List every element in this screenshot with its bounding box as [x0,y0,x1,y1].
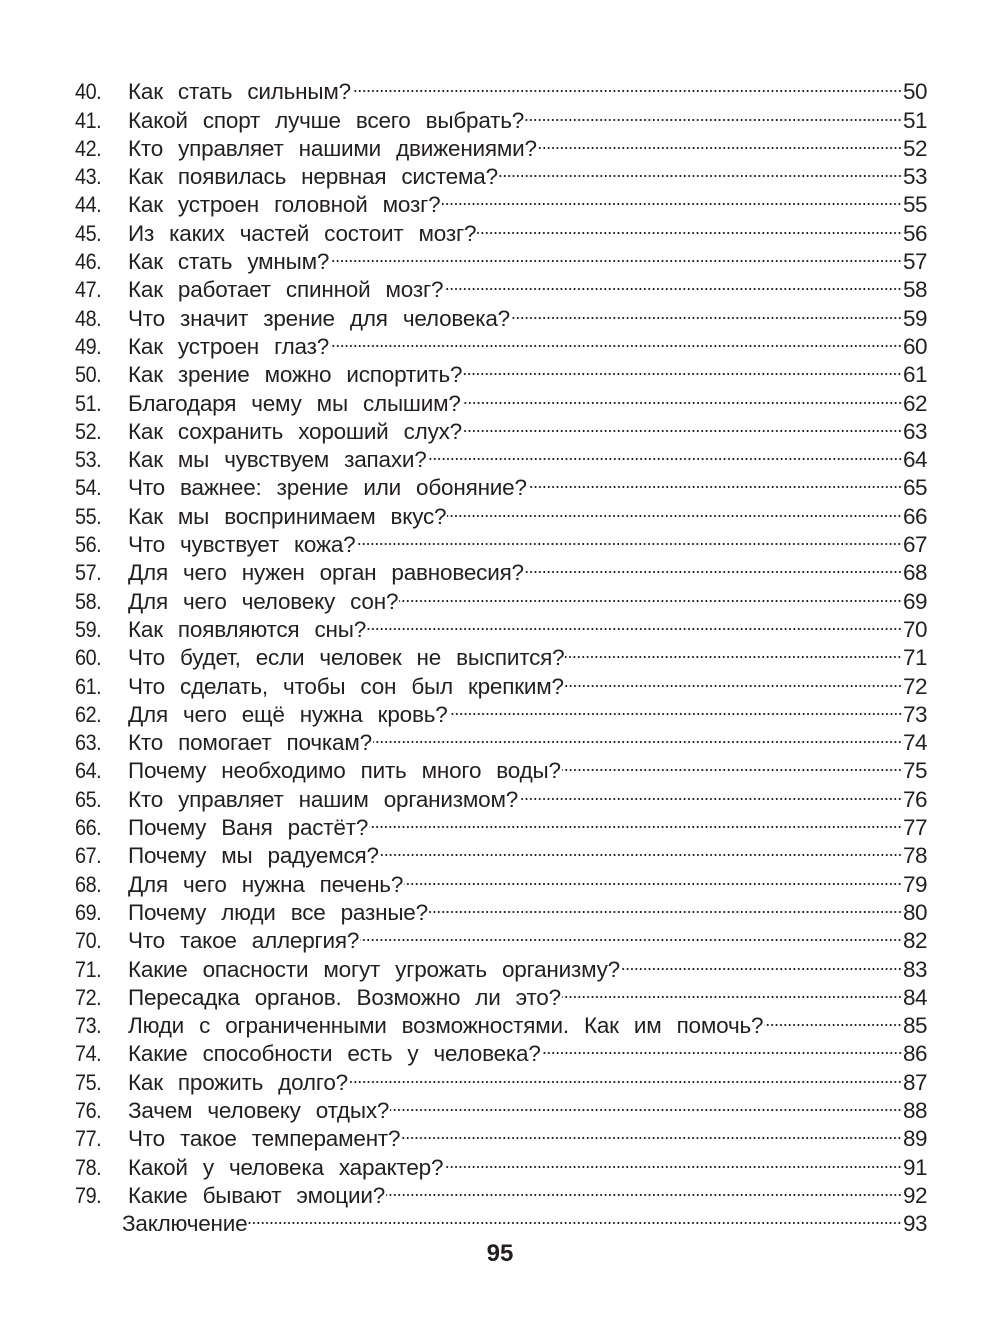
toc-entry-page: 87 [902,1069,927,1095]
page-number: 95 [486,1240,514,1267]
toc-entry-title: Как стать умным? [128,249,330,275]
toc-entry-number: 65. [75,786,102,812]
dot-leader [429,892,902,920]
toc-entry-title: Как появляются сны? [128,616,367,642]
toc-entry-title: Какие бывают эмоции? [128,1182,386,1208]
dot-leader [360,920,902,948]
dot-leader [390,1090,902,1118]
toc-entry-title: Почему Ваня растёт? [128,815,369,841]
toc-entry-page: 63 [902,418,927,444]
toc-entry-number: 63. [75,730,102,756]
dot-leader [565,665,902,693]
toc-entry-number: 43. [75,164,102,190]
toc-entry-page: 76 [902,786,927,812]
toc-entry-title: Кто помогает почкам? [128,730,372,756]
toc-entry-number: 53. [75,447,102,473]
toc-entry-number: 60. [75,645,102,671]
toc-entry-title: Как устроен головной мозг? [128,192,441,218]
toc-entry-number: 41. [75,107,102,133]
toc-entry-number: 66. [75,815,102,841]
dot-leader [525,99,902,127]
toc-entry-page: 73 [902,701,927,727]
toc-entry-number: 42. [75,135,102,161]
toc-entry-number: 56. [75,532,102,558]
table-of-contents [75,71,927,1237]
toc-entry-title: Для чего ещё нужна кровь? [128,701,448,727]
toc-entry-page: 70 [902,616,927,642]
toc-entry-page: 60 [902,333,927,359]
toc-entry-title: Для чего человеку сон? [128,588,399,614]
dot-leader [404,863,902,891]
toc-entry-number: 44. [75,192,102,218]
toc-entry-number: 51. [75,390,102,416]
toc-entry-number: 61. [75,673,102,699]
toc-entry-title: Что такое аллергия? [128,928,360,954]
toc-entry-page: 85 [902,1013,927,1039]
toc-entry-title: Из каких частей состоит мозг? [128,220,477,246]
toc-entry-page: 89 [902,1126,927,1152]
dot-leader [369,807,902,835]
toc-entry-page: 52 [902,135,927,161]
dot-leader [330,326,902,354]
dot-leader [462,382,902,410]
toc-entry-page: 92 [902,1182,927,1208]
dot-leader [621,948,902,976]
toc-entry [75,71,927,105]
dot-leader [511,297,902,325]
dot-leader [349,1061,902,1089]
toc-entry-number: 68. [75,871,102,897]
toc-entry-number: 57. [75,560,102,586]
dot-leader [367,609,902,637]
dot-leader [356,524,902,552]
dot-leader [399,580,902,608]
dot-leader [463,354,902,382]
toc-entry-title: Как мы чувствуем запахи? [128,447,427,473]
toc-entry-number: 74. [75,1041,102,1067]
toc-entry-number: 47. [75,277,102,303]
toc-entry-title: Какой у человека характер? [128,1154,444,1180]
toc-entry-title: Как устроен глаз? [128,333,330,359]
toc-entry-number: 62. [75,701,102,727]
toc-entry-title: Как стать сильным? [128,79,351,105]
toc-entry-number: 58. [75,588,102,614]
toc-entry-number: 48. [75,305,102,331]
dot-leader [386,1175,902,1203]
toc-entry-page: 74 [902,730,927,756]
dot-leader [248,1203,902,1231]
toc-entry-title: Люди с ограниченными возможностями. Как им помочь? [128,1013,764,1039]
dot-leader [562,750,902,778]
toc-entry-page: 68 [902,560,927,586]
toc-entry-page: 72 [902,673,927,699]
toc-entry-page: 71 [902,645,927,671]
toc-entry-number: 55. [75,503,102,529]
toc-entry-number: 72. [75,984,102,1010]
dot-leader [764,1005,902,1033]
dot-leader [565,637,902,665]
toc-entry-page: 53 [902,164,927,190]
toc-entry-page: 82 [902,928,927,954]
toc-entry-number: 54. [75,475,102,501]
dot-leader [477,212,902,240]
toc-entry-number: 46. [75,249,102,275]
toc-entry-page: 57 [902,249,927,275]
toc-entry-title: Почему мы радуемся? [128,843,379,869]
toc-entry-title: Что значит зрение для человека? [128,305,510,331]
dot-leader [352,71,902,99]
toc-entry-page: 62 [902,390,927,416]
toc-entry-title: Что будет, если человек не выспится? [128,645,565,671]
toc-entry-title: Кто управляет нашим организмом? [128,786,519,812]
dot-leader [444,269,902,297]
toc-entry-page: 69 [902,588,927,614]
toc-entry-title: Заключение [122,1211,248,1237]
dot-leader [538,128,902,156]
toc-entry-page: 78 [902,843,927,869]
toc-entry-title: Как работает спинной мозг? [128,277,444,303]
toc-entry-page: 88 [902,1097,927,1123]
toc-entry-page: 84 [902,984,927,1010]
dot-leader [499,156,902,184]
toc-entry-number: 76. [75,1097,102,1123]
toc-entry-number: 77. [75,1126,102,1152]
toc-entry-number: 40. [75,79,102,105]
toc-entry-title: Для чего нужна печень? [128,871,404,897]
dot-leader [519,778,902,806]
toc-entry-title: Для чего нужен орган равновесия? [128,560,524,586]
toc-entry-title: Что важнее: зрение или обоняние? [128,475,527,501]
toc-entry-number: 45. [75,220,102,246]
dot-leader [542,1033,902,1061]
toc-entry-page: 64 [902,447,927,473]
dot-leader [447,495,902,523]
dot-leader [428,439,902,467]
dot-leader [525,552,902,580]
toc-entry-number: 70. [75,928,102,954]
toc-entry-title: Зачем человеку отдых? [128,1097,390,1123]
dot-leader [401,1118,902,1146]
toc-entries [75,71,927,1208]
toc-entry-page: 80 [902,899,927,925]
toc-entry-page: 93 [902,1211,927,1237]
toc-entry-title: Что такое темперамент? [128,1126,401,1152]
toc-entry-title: Какие способности есть у человека? [128,1041,541,1067]
toc-entry-page: 77 [902,815,927,841]
dot-leader [380,835,902,863]
toc-entry-number: 75. [75,1069,102,1095]
dot-leader [330,241,902,269]
toc-entry-page: 61 [902,362,927,388]
toc-entry-title: Что сделать, чтобы сон был крепким? [128,673,564,699]
toc-entry-number: 69. [75,899,102,925]
toc-entry-number: 50. [75,362,102,388]
toc-entry-page: 56 [902,220,927,246]
toc-entry-page: 59 [902,305,927,331]
toc-entry-number: 52. [75,418,102,444]
toc-entry-page: 58 [902,277,927,303]
toc-entry-page: 91 [902,1154,927,1180]
toc-entry-number: 64. [75,758,102,784]
toc-entry-title: Пересадка органов. Возможно ли это? [128,984,561,1010]
toc-entry-title: Как сохранить хороший слух? [128,418,462,444]
dot-leader [528,467,902,495]
toc-entry-number: 79. [75,1182,102,1208]
toc-entry-title: Кто управляет нашими движениями? [128,135,537,161]
toc-entry-title: Благодаря чему мы слышим? [128,390,461,416]
toc-entry-title: Какой спорт лучше всего выбрать? [128,107,525,133]
toc-entry-number: 67. [75,843,102,869]
toc-entry-number: 71. [75,956,102,982]
toc-entry-title: Как зрение можно испортить? [128,362,463,388]
toc-entry-page: 51 [902,107,927,133]
toc-entry-page: 75 [902,758,927,784]
toc-entry-title: Какие опасности могут угрожать организму? [128,956,620,982]
toc-entry-page: 67 [902,532,927,558]
dot-leader [373,722,902,750]
toc-entry-page: 65 [902,475,927,501]
dot-leader [562,977,902,1005]
toc-entry-number: 73. [75,1013,102,1039]
toc-entry-number: 78. [75,1154,102,1180]
toc-entry-title: Как мы воспринимаем вкус? [128,503,447,529]
toc-entry-page: 83 [902,956,927,982]
toc-entry-number: 49. [75,333,102,359]
toc-entry-title: Как прожить долго? [128,1069,348,1095]
toc-entry-title: Почему необходимо пить много воды? [128,758,561,784]
toc-entry-page: 79 [902,871,927,897]
toc-entry-title: Как появилась нервная система? [128,164,498,190]
toc-entry-title: Что чувствует кожа? [128,532,356,558]
dot-leader [449,694,902,722]
dot-leader [444,1146,902,1174]
toc-entry-page: 50 [902,79,927,105]
toc-entry-page: 66 [902,503,927,529]
toc-entry-page: 55 [902,192,927,218]
dot-leader [441,184,902,212]
toc-entry-number: 59. [75,616,102,642]
dot-leader [463,411,902,439]
toc-entry-title: Почему люди все разные? [128,899,428,925]
toc-entry-page: 86 [902,1041,927,1067]
